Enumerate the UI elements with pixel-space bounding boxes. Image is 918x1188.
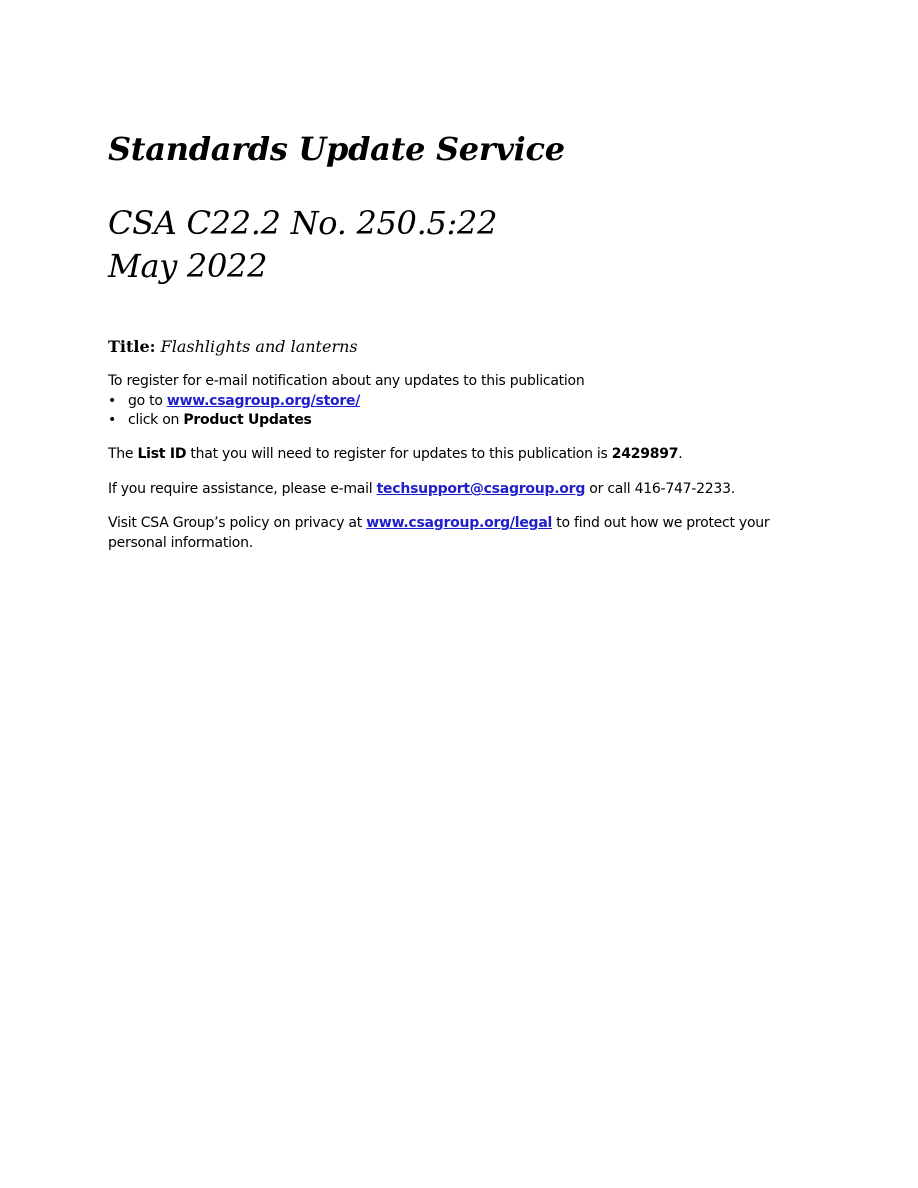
- list-id-value: 2429897: [611, 446, 679, 462]
- list-id-paragraph: [108, 445, 808, 465]
- service-heading: Standards Update Service: [108, 130, 565, 168]
- register-step-store: [108, 392, 808, 412]
- assistance-prefix: If you require assistance, please e-mail: [108, 481, 377, 497]
- document-identifier: [108, 202, 497, 288]
- support-email-link[interactable]: techsupport@csagroup.org: [376, 481, 586, 497]
- document-date: May 2022: [108, 247, 268, 285]
- step-store-prefix: go to: [128, 392, 167, 409]
- bullet-marker: •: [108, 392, 117, 409]
- assistance-paragraph: [108, 480, 808, 500]
- bullet-marker: •: [108, 412, 117, 428]
- list-id-suffix: .: [678, 446, 683, 462]
- register-steps: [108, 392, 808, 431]
- assistance-suffix: or call 416-747-2233.: [585, 481, 735, 497]
- step-product-prefix: click on: [128, 412, 184, 428]
- register-step-product-updates: [108, 411, 808, 431]
- privacy-paragraph: [108, 514, 808, 553]
- title-value: Flashlights and lanterns: [160, 337, 358, 356]
- list-id-middle: that you will need to register for updates to this publication is: [186, 446, 612, 462]
- list-id-prefix: The: [108, 446, 138, 462]
- publication-title: [108, 336, 358, 358]
- title-label: Title:: [108, 337, 156, 356]
- document-designation: CSA C22.2 No. 250.5:22: [108, 204, 498, 242]
- privacy-prefix: Visit CSA Group’s policy on privacy at: [108, 515, 367, 531]
- privacy-suffix: to find out how we protect your personal information.: [108, 515, 770, 551]
- list-id-label: List ID: [137, 446, 187, 462]
- register-instructions: [108, 372, 808, 431]
- privacy-policy-link[interactable]: www.csagroup.org/legal: [366, 515, 553, 531]
- store-link[interactable]: www.csagroup.org/store/: [166, 392, 361, 409]
- register-intro: To register for e-mail notification about any updates to this publication: [108, 373, 585, 389]
- product-updates-label: Product Updates: [183, 412, 312, 428]
